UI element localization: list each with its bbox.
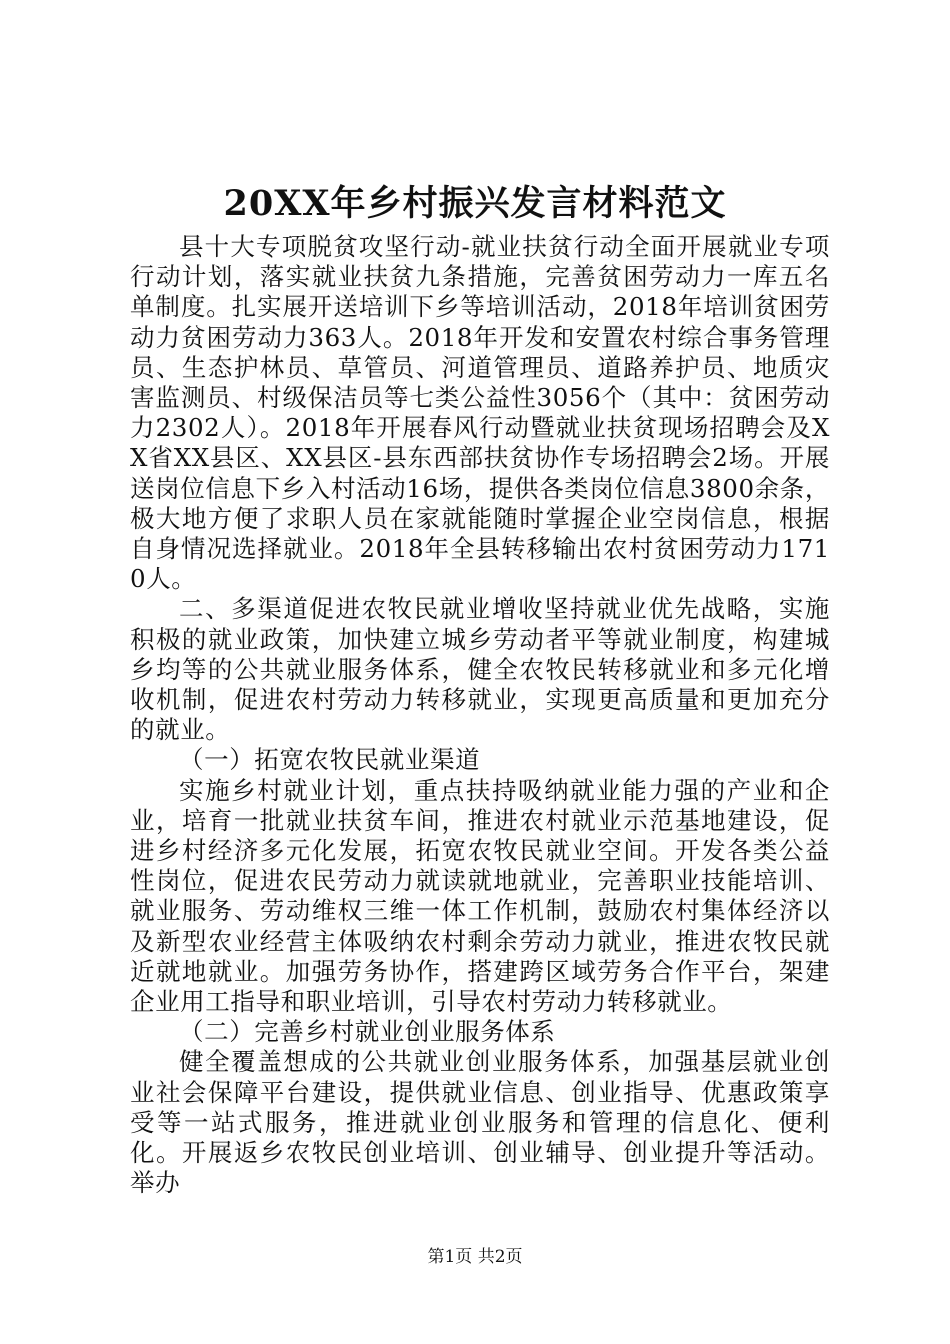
document-body bbox=[130, 232, 830, 1199]
paragraph-rural-employment-plan: 实施乡村就业计划，重点扶持吸纳就业能力强的产业和企业，培育一批就业扶贫车间，推进农村就业示范基地建设，促进乡村经济多元化发展，拓宽农牧民就业空间。开发各类公益性岗位，促进农民劳动力就读就地就业，完善职业技能培训、就业服务、劳动维权三维一体工作机制，鼓励农村集体经济以及新型农业经营主体吸纳农村剩余劳动力就业，推进农牧民就近就地就业。加强劳务协作，搭建跨区域劳务合作平台，架建企业用工指导和职业培训，引导农村劳动力转移就业。 bbox=[130, 775, 830, 1017]
page-number-footer: 第1页 共2页 bbox=[427, 1247, 523, 1267]
section-heading-1: （一）拓宽农牧民就业渠道 bbox=[179, 745, 481, 775]
section-heading-2: （二）完善乡村就业创业服务体系 bbox=[179, 1017, 556, 1047]
paragraph-service-system: 健全覆盖想成的公共就业创业服务体系，加强基层就业创业社会保障平台建设，提供就业信息、创业指导、优惠政策享受等一站式服务，推进就业创业服务和管理的信息化、便利化。开展返乡农牧民创业培训、创业辅导、创业提升等活动。举办 bbox=[130, 1047, 830, 1198]
paragraph-multi-channel-employment: 二、多渠道促进农牧民就业增收坚持就业优先战略，实施积极的就业政策，加快建立城乡劳动者平等就业制度，构建城乡均等的公共就业服务体系，健全农牧民转移就业和多元化增收机制，促进农村劳动力转移就业，实现更高质量和更加充分的就业。 bbox=[130, 594, 830, 745]
document-title: 20XX年乡村振兴发言材料范文 bbox=[223, 183, 727, 224]
paragraph-employment-poverty-alleviation: 县十大专项脱贫攻坚行动-就业扶贫行动全面开展就业专项行动计划，落实就业扶贫九条措施，完善贫困劳动力一库五名单制度。扎实展开送培训下乡等培训活动，2018年培训贫困劳动力贫困劳动力363人。2018年开发和安置农村综合事务管理员、生态护林员、草管员、河道管理员、道路养护员、地质灾害监测员、村级保洁员等七类公益性3056个（其中：贫困劳动力2302人）。2018年开展春风行动暨就业扶贫现场招聘会及XX省XX县区、XX县区-县东西部扶贫协作专场招聘会2场。开展送岗位信息下乡入村活动16场，提供各类岗位信息3800余条，极大地方便了求职人员在家就能随时掌握企业空岗信息，根据自身情况选择就业。2018年全县转移输出农村贫困劳动力1710人。 bbox=[130, 232, 830, 594]
